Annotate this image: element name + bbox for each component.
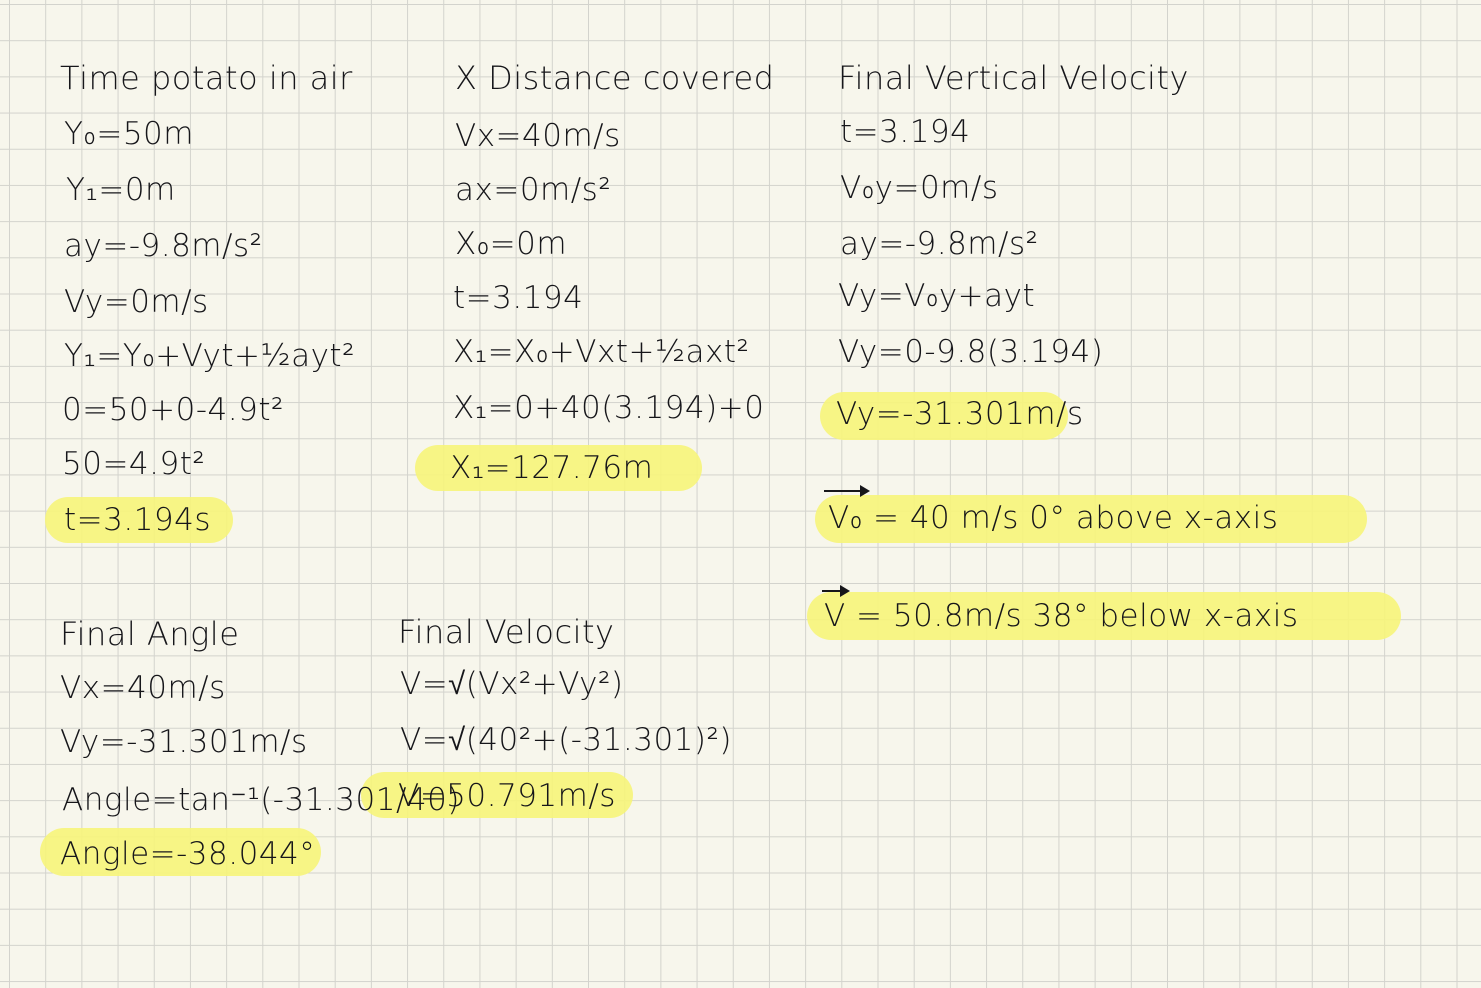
equation-line: Vy=V₀y+ayt xyxy=(838,278,1036,314)
equation-line: V=√(Vx²+Vy²) xyxy=(400,666,624,702)
equation-line: Vy=0-9.8(3.194) xyxy=(838,334,1104,370)
initial-velocity-vector: V₀ = 40 m/s 0° above x-axis xyxy=(828,500,1279,536)
result-line: t=3.194s xyxy=(64,502,212,538)
equation-line: V=√(40²+(-31.301)²) xyxy=(400,722,733,758)
equation-line: ax=0m/s² xyxy=(455,172,612,208)
equation-line: X₁=0+40(3.194)+0 xyxy=(453,390,765,426)
result-line: V=50.791m/s xyxy=(398,778,616,814)
vector-arrow-icon xyxy=(822,590,848,592)
equation-line: Y₁=Y₀+Vyt+½ayt² xyxy=(64,338,355,374)
result-line: Angle=-38.044° xyxy=(60,836,316,872)
equation-line: 0=50+0-4.9t² xyxy=(62,392,284,428)
vector-arrow-icon xyxy=(824,490,868,492)
section-title: Final Velocity xyxy=(398,613,615,651)
equation-line: V₀y=0m/s xyxy=(840,170,999,206)
section-title: Final Angle xyxy=(60,615,240,653)
equation-line: t=3.194 xyxy=(840,114,971,150)
section-title: Final Vertical Velocity xyxy=(838,59,1189,97)
equation-line: X₁=X₀+Vxt+½axt² xyxy=(453,334,750,370)
equation-line: Vx=40m/s xyxy=(455,118,621,154)
final-velocity-vector: V = 50.8m/s 38° below x-axis xyxy=(824,598,1299,634)
section-title: X Distance covered xyxy=(455,59,775,97)
result-line: Vy=-31.301m/s xyxy=(836,396,1084,432)
equation-line: Y₀=50m xyxy=(64,116,194,152)
equation-line: 50=4.9t² xyxy=(62,446,206,482)
equation-line: Vx=40m/s xyxy=(60,670,226,706)
equation-line: t=3.194 xyxy=(453,280,584,316)
equation-line: Vy=-31.301m/s xyxy=(60,724,308,760)
equation-line: Vy=0m/s xyxy=(64,284,209,320)
result-line: X₁=127.76m xyxy=(450,450,654,486)
equation-line: ay=-9.8m/s² xyxy=(840,226,1039,262)
section-title: Time potato in air xyxy=(60,59,353,97)
equation-line: Angle=tan⁻¹(-31.301/40) xyxy=(62,782,460,818)
equation-line: ay=-9.8m/s² xyxy=(64,228,263,264)
equation-line: Y₁=0m xyxy=(66,172,176,208)
equation-line: X₀=0m xyxy=(455,226,568,262)
